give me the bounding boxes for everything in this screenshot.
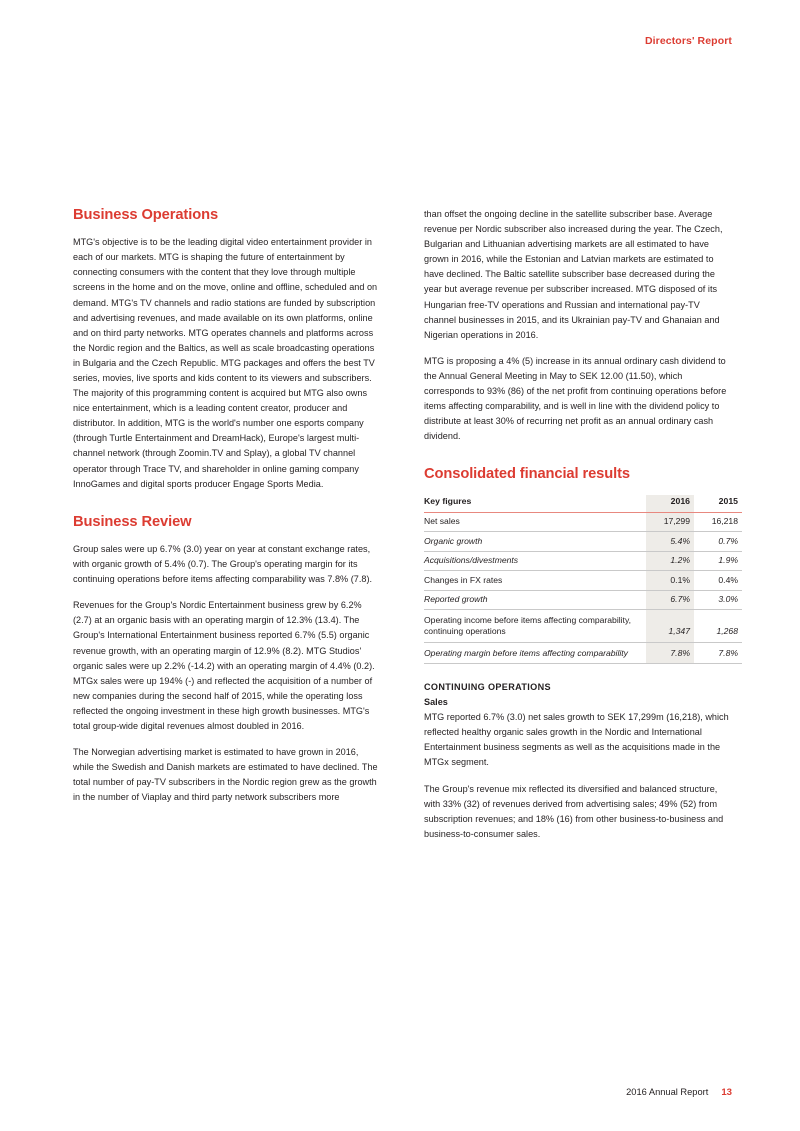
table-cell-2015: 0.7% [694, 532, 742, 552]
table-cell-2015: 1.9% [694, 551, 742, 571]
table-cell-2016: 0.1% [646, 571, 694, 591]
subheading-sales: Sales [424, 697, 448, 708]
table-cell-label: Acquisitions/divestments [424, 551, 646, 571]
table-cell-label: Changes in FX rates [424, 571, 646, 591]
table-cell-2015: 3.0% [694, 590, 742, 610]
table-header-2015: 2015 [694, 495, 742, 513]
table-cell-2015: 16,218 [694, 512, 742, 532]
table-row [424, 512, 742, 532]
heading-business-operations: Business Operations [73, 207, 219, 223]
table-cell-label: Net sales [424, 512, 646, 532]
table-header-key-figures: Key figures [424, 495, 646, 513]
table-row [424, 590, 742, 610]
table-header-2016: 2016 [646, 495, 694, 513]
table-cell-label: Operating margin before items affecting comparability [424, 642, 646, 664]
table-row [424, 571, 742, 591]
table-cell-2016: 7.8% [646, 642, 694, 664]
heading-business-review: Business Review [73, 513, 192, 530]
footer-report-label: 2016 Annual Report [626, 1087, 709, 1097]
left-column [73, 207, 381, 842]
table-cell-label: Operating income before items affecting comparability, continuing operations [424, 610, 646, 643]
paragraph-business-operations: MTG's objective is to be the leading digital video entertainment provider in each of our markets. MTG is shaping the future of entertainment by connecting consumers with the content that they love through multiple screens in the home and on the move, online and offline, scheduled and on demand. MTG's TV channels and radio stations are funded by subscription and advertising revenues, and made available on its own platforms, online and on third party networks. MTG operates channels and platforms across the Nordic region and the Baltics, as well as scale broadcasting operations in Bulgaria and the Czech Republic. MTG packages and offers the best TV series, movies, live sports and kids content to its viewers and subscribers. The majority of this programming content is acquired but MTG also owns nice entertainment, which is a leading content creator, producer and distributor. In addition, MTG is the world's number one esports company (through Turtle Entertainment and DreamHack), Europe's largest multi-channel network (through Zoomin.TV and Splay), a global TV channel operator through Trace TV, and shareholder in online gaming company InnoGames and digital sports producer Engage Sports Media. [73, 237, 378, 489]
table-cell-2015: 1,268 [694, 610, 742, 643]
table-row [424, 610, 742, 643]
page-footer [626, 1087, 732, 1098]
table-row [424, 642, 742, 664]
footer-page-number: 13 [721, 1087, 732, 1098]
two-column-body [73, 207, 738, 842]
table-cell-2016: 5.4% [646, 532, 694, 552]
subheading-continuing-operations: CONTINUING OPERATIONS [424, 682, 551, 693]
table-header-row [424, 495, 742, 513]
table-cell-2016: 1.2% [646, 551, 694, 571]
paragraph-revenue-mix: The Group's revenue mix reflected its diversified and balanced structure, with 33% (32) of revenues derived from advertising sales; 49% (52) from subscription revenues; and 18% (16) from other business-to-business and business-to-consumer sales. [424, 783, 724, 839]
right-column [424, 207, 738, 842]
paragraph-net-sales-growth: MTG reported 6.7% (3.0) net sales growth to SEK 17,299m (16,218), which reflected healthy organic sales growth in the Nordic and International Entertainment business segments as well as the acquisitions made in the MTGx segment. [424, 712, 729, 768]
paragraph-subscriber-base: than offset the ongoing decline in the satellite subscriber base. Average revenue per Nordic subscriber also increased during the year. The Czech, Bulgarian and Lithuanian advertising markets are all estimated to have grown in 2016, while the Estonian and Latvian markets are estimated to have declined. The Baltic satellite subscriber base decreased during the year but average revenue per subscriber increased. MTG disposed of its Hungarian free-TV operations and Russian and international pay-TV channel businesses in 2015, and its Ukrainian pay-TV and Ghanaian and Nigerian operations in 2016. [424, 209, 723, 340]
paragraph-segment-revenues: Revenues for the Group's Nordic Entertainment business grew by 6.2% (2.7) at an organic basis with an operating margin of 12.3% (13.4). The Group's International Entertainment business reported 6.7% (5.5) organic revenue growth, with an operating margin of 12.9% (8.2). MTG Studios' organic sales were up 2.2% (-14.2) with an operating margin of 4.4% (0.2). MTGx sales were up 194% (-) and reflected the acquisition of a number of new companies during the second half of 2015, while the operating loss reflected the ongoing investment in these high growth businesses. MTG's total group-wide digital revenues almost doubled in 2016. [73, 600, 375, 731]
table-cell-2015: 0.4% [694, 571, 742, 591]
table-cell-2016: 17,299 [646, 512, 694, 532]
key-figures-table [424, 495, 742, 665]
running-header-directors-report: Directors' Report [644, 35, 732, 47]
paragraph-dividend: MTG is proposing a 4% (5) increase in its annual ordinary cash dividend to the Annual General Meeting in May to SEK 12.00 (11.50), which corresponds to 93% (86) of the net profit from continuing operations before items affecting comparability, and is well in line with the dividend policy to distribute at least 30% of recurring net profit as an annual ordinary cash dividend. [424, 355, 727, 442]
table-row [424, 551, 742, 571]
table-cell-2016: 6.7% [646, 590, 694, 610]
heading-consolidated-financial-results: Consolidated financial results [424, 466, 630, 483]
table-cell-2016: 1,347 [646, 610, 694, 643]
table-cell-2015: 7.8% [694, 642, 742, 664]
table-cell-label: Reported growth [424, 590, 646, 610]
paragraph-group-sales: Group sales were up 6.7% (3.0) year on year at constant exchange rates, with organic growth of 5.4% (0.7). The Group's operating margin for its continuing operations before items affecting comparability was 7.8% (7.8). [73, 543, 373, 585]
table-row [424, 532, 742, 552]
paragraph-advertising-markets: The Norwegian advertising market is estimated to have grown in 2016, while the Swedish and Danish markets are estimated to have declined. The total number of pay-TV subscribers in the Nordic region grew as the growth in the number of Viaplay and third party network subscribers more [73, 747, 378, 803]
table-cell-label: Organic growth [424, 532, 646, 552]
